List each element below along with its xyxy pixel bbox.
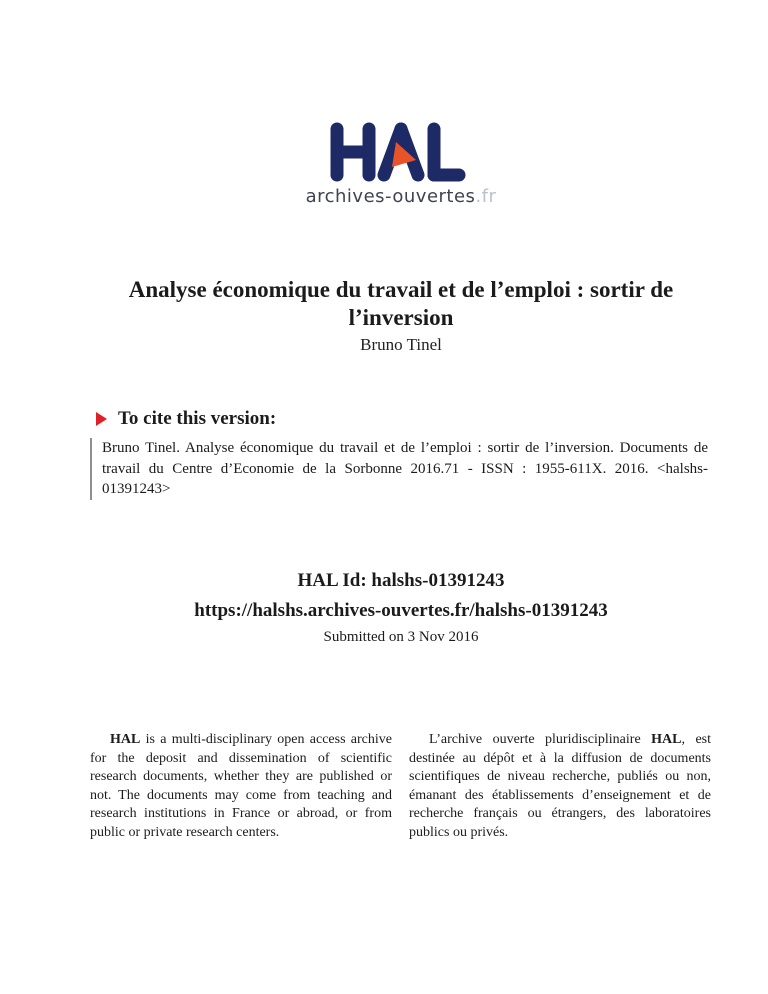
paper-author: Bruno Tinel	[360, 335, 442, 354]
hal-logo-icon	[325, 120, 477, 184]
page-content	[90, 0, 712, 994]
abstract-english-bold: HAL	[110, 732, 141, 747]
cite-heading	[96, 408, 276, 430]
hal-url-link[interactable]: https://halshs.archives-ouvertes.fr/halshs-01391243	[194, 600, 608, 621]
abstract-english-text: is a multi-disciplinary open access archive for the deposit and dissemination of scientific research documents, whether they are published or not. The documents may come from teaching and research institutions in France or abroad, or from public or private research centers.	[90, 732, 392, 840]
cite-heading-label: To cite this version:	[118, 408, 277, 429]
hal-logo-subtitle-text: archives-ouvertes	[305, 186, 476, 207]
citation-block: Bruno Tinel. Analyse économique du travail et de l’emploi : sortir de l’inversion. Documents de travail du Centre d’Economie de la Sorbonne 2016.71 - ISSN : 1955-611X. 2016. <halshs-01391243>	[90, 438, 708, 500]
abstract-french-pre: L’archive ouverte pluridisciplinaire	[429, 732, 652, 747]
abstract-french-bold: HAL	[651, 732, 682, 747]
hal-logo-subtitle-fr: .fr	[475, 186, 497, 207]
hal-logo-subtitle	[90, 186, 712, 207]
abstract-french	[409, 731, 711, 842]
red-triangle-icon	[96, 412, 107, 426]
hal-id-line: HAL Id: halshs-01391243	[297, 570, 505, 591]
hal-logo	[90, 120, 712, 207]
abstract-french-text: , est destinée au dépôt et à la diffusion de documents scientifiques de niveau recherche, publiés ou non, émanant des établissements d’enseignement et de recherche français ou étrangers, des laboratoires publics ou privés.	[409, 732, 711, 840]
abstract-columns	[90, 731, 712, 842]
paper-title: Analyse économique du travail et de l’emploi : sortir de l’inversion	[128, 277, 674, 330]
abstract-english	[90, 731, 392, 842]
submitted-date: Submitted on 3 Nov 2016	[323, 629, 479, 645]
